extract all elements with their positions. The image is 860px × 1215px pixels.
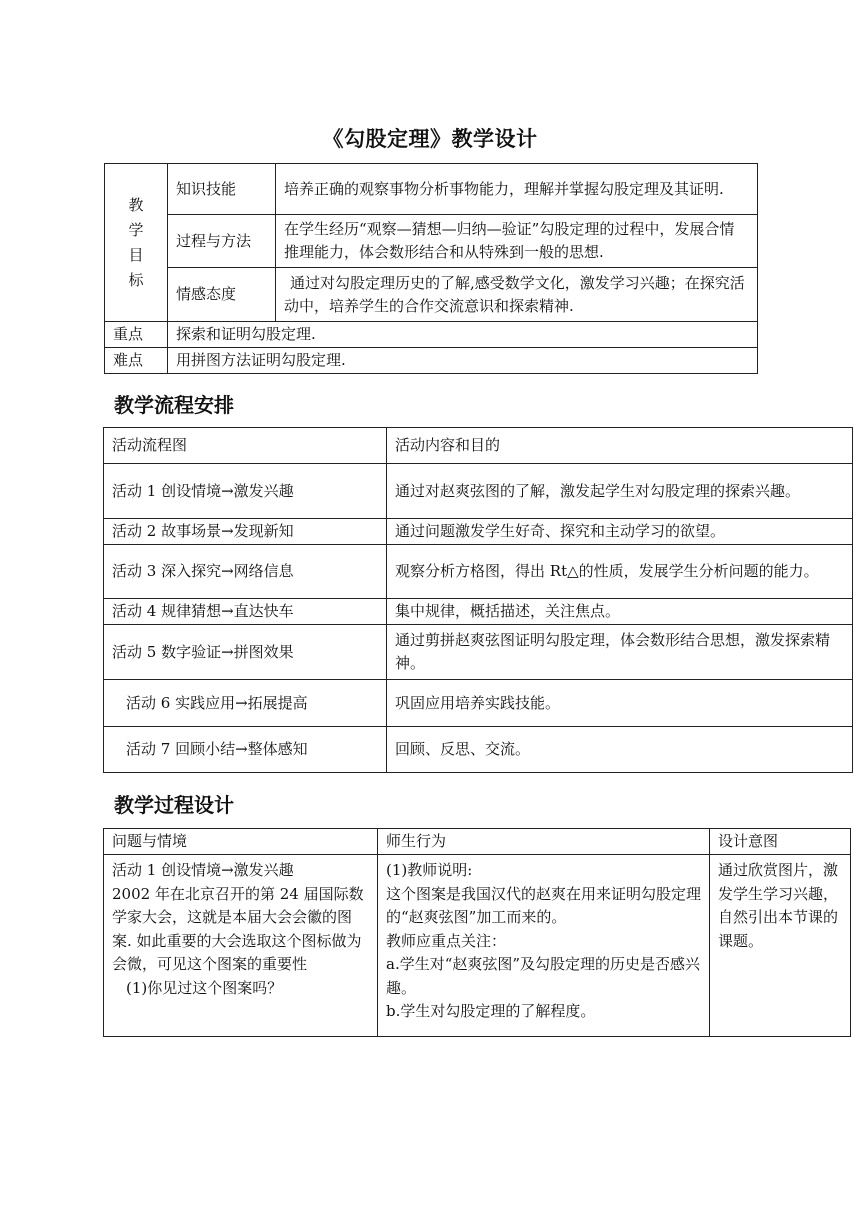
goal-label-knowledge: 知识技能 (168, 164, 276, 215)
behavior-line: 教师应重点关注： (386, 931, 507, 950)
behavior-line: (1)教师说明: (386, 861, 473, 879)
row-header-char: 目 (128, 245, 144, 264)
page-title: 《勾股定理》教学设计 (322, 127, 538, 151)
flow-table (103, 427, 853, 773)
flow-content: 集中规律，概括描述，关注焦点。 (387, 599, 853, 625)
goal-text-process: 在学生经历“观察—猜想—归纳—验证”勾股定理的过程中，发展合情推理能力，体会数形结合和从特殊到一般的思想. (276, 215, 758, 268)
process-header-situation: 问题与情境 (104, 829, 378, 855)
flow-activity: 活动 5 数字验证→拼图效果 (104, 625, 387, 680)
flow-content: 通过问题激发学生好奇、探究和主动学习的欲望。 (387, 519, 853, 545)
row-header-char: 标 (128, 270, 144, 289)
row-header-char: 学 (128, 220, 144, 239)
flow-activity: 活动 2 故事场景→发现新知 (104, 519, 387, 545)
flow-content: 回顾、反思、交流。 (387, 727, 853, 773)
process-intent-cell: 通过欣赏图片，激发学生学习兴趣，自然引出本节课的课题。 (710, 855, 851, 1037)
flow-content: 巩固应用培养实践技能。 (387, 680, 853, 727)
flow-activity: 活动 3 深入探究→网络信息 (104, 545, 387, 599)
section-heading-process: 教学过程设计 (114, 793, 234, 817)
section-heading-flow: 教学流程安排 (114, 393, 234, 417)
goal-text-knowledge: 培养正确的观察事物分析事物能力，理解并掌握勾股定理及其证明. (276, 164, 758, 215)
process-behavior-cell (378, 855, 710, 1037)
process-header-intent: 设计意图 (710, 829, 851, 855)
situation-line: (1)你见过这个图案吗？ (126, 978, 283, 997)
flow-content: 通过对赵爽弦图的了解，激发起学生对勾股定理的探索兴趣。 (387, 464, 853, 519)
process-header-behavior: 师生行为 (378, 829, 710, 855)
difficulty-text: 用拼图方法证明勾股定理. (168, 348, 758, 374)
flow-header-content: 活动内容和目的 (387, 428, 853, 464)
situation-line: 活动 1 创设情境→激发兴趣 (112, 861, 294, 879)
flow-header-chart: 活动流程图 (104, 428, 387, 464)
difficulty-label: 难点 (105, 348, 168, 374)
process-situation-cell (104, 855, 378, 1037)
behavior-line: 这个图案是我国汉代的赵爽在用来证明勾股定理的“赵爽弦图”加工而来的。 (386, 884, 702, 926)
flow-activity: 活动 7 回顾小结→整体感知 (104, 727, 387, 773)
flow-activity: 活动 4 规律猜想→直达快车 (104, 599, 387, 625)
goals-row-header (105, 164, 168, 322)
goal-label-process: 过程与方法 (168, 215, 276, 268)
flow-content: 通过剪拼赵爽弦图证明勾股定理，体会数形结合思想，激发探索精神。 (387, 625, 853, 680)
flow-activity: 活动 6 实践应用→拓展提高 (104, 680, 387, 727)
behavior-line: b.学生对勾股定理的了解程度。 (386, 1002, 596, 1020)
process-table (103, 828, 851, 1037)
situation-line: 2002 年在北京召开的第 24 届国际数学家大会，这就是本届大会会徽的图案. 如此重要的大会选取这个图标做为会微，可见这个图案的重要性 (112, 884, 364, 973)
key-point-text: 探索和证明勾股定理. (168, 322, 758, 348)
flow-content: 观察分析方格图，得出 Rt△的性质，发展学生分析问题的能力。 (387, 545, 853, 599)
key-point-label: 重点 (105, 322, 168, 348)
flow-activity: 活动 1 创设情境→激发兴趣 (104, 464, 387, 519)
row-header-char: 教 (128, 195, 144, 214)
goal-label-attitude: 情感态度 (168, 268, 276, 322)
goals-table (104, 163, 758, 374)
goal-text-attitude: 通过对勾股定理历史的了解,感受数学文化，激发学习兴趣；在探究活动中，培养学生的合作交流意识和探索精神. (276, 268, 758, 322)
behavior-line: a.学生对“赵爽弦图”及勾股定理的历史是否感兴趣。 (386, 955, 701, 997)
